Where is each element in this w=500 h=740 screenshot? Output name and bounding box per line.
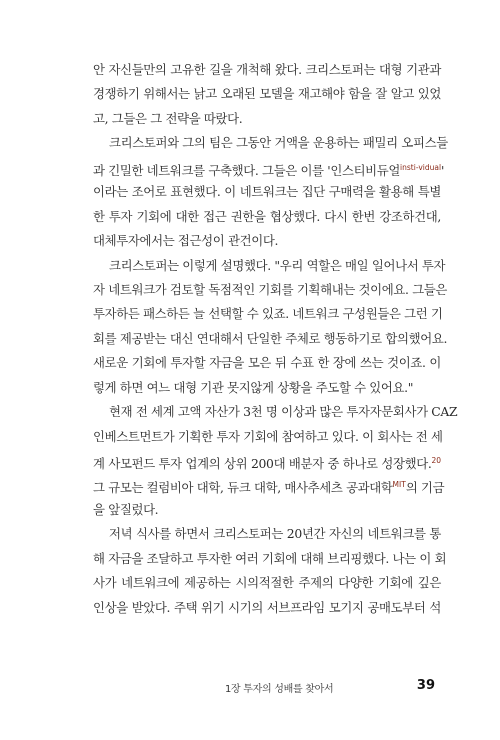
footnote-ref-20: 20 — [431, 456, 441, 465]
text-span: 과 긴밀한 네트워크를 구축했다. 그들은 이를 '인스티비듀얼 — [93, 162, 401, 178]
text-span: ' — [441, 162, 445, 178]
text-line: 안 자신들만의 고유한 길을 개척해 왔다. 크리스토퍼는 대형 기관과 — [93, 62, 441, 77]
text-line: 크리스토퍼와 그의 팀은 그동안 거액을 운용하는 패밀리 오피스들 — [109, 135, 448, 151]
footnote-term-insti-vidual: insti-vidual — [400, 162, 442, 172]
text-line: 이라는 조어로 표현했다. 이 네트워크는 집단 구매력을 활용해 특별 — [93, 184, 441, 200]
text-line: 회를 제공받는 대신 연대해서 단일한 주체로 행동하기로 합의했어요. — [93, 330, 448, 346]
text-line: 을 앞질렀다. — [93, 501, 159, 517]
running-footer-chapter: 1장 투자의 성배를 찾아서 — [225, 684, 334, 695]
text-line: 대체투자에서는 접근성이 관건이다. — [93, 233, 279, 249]
text-line: 인상을 받았다. 주택 위기 시기의 서브프라임 모기지 공매도부터 석 — [93, 599, 441, 615]
text-span: 계 사모펀드 투자 업계의 상위 200대 배분자 중 하나로 성장했다. — [93, 456, 432, 471]
text-line: 한 투자 기회에 대한 접근 권한을 협상했다. 다시 한번 강조하건대, — [93, 208, 441, 224]
body-text — [93, 58, 458, 620]
text-line: 자 네트워크가 검토할 독점적인 기회를 기획해내는 것이에요. 그들은 — [93, 281, 448, 297]
text-line — [93, 473, 445, 497]
text-line: 해 자금을 조달하고 투자한 여러 기회에 대해 브리핑했다. 나는 이 회 — [93, 550, 447, 566]
text-line: 사가 네트워크에 제공하는 시의적절한 주제의 다양한 기회에 깊은 — [93, 575, 441, 591]
footnote-term-mit: MIT — [392, 480, 406, 490]
text-line — [93, 156, 445, 180]
text-line: 인베스트먼트가 기획한 투자 기회에 참여하고 있다. 이 회사는 전 세 — [93, 428, 443, 444]
page-footer — [0, 680, 500, 700]
text-line: 렇게 하면 여느 대형 기관 못지않게 상황을 주도할 수 있어요." — [93, 379, 414, 395]
page-number: 39 — [416, 678, 435, 693]
text-span: 의 기금 — [405, 480, 445, 496]
text-line — [93, 449, 441, 473]
text-line: 새로운 기회에 투자할 자금을 모은 뒤 수표 한 장에 쓰는 것이죠. 이 — [93, 355, 441, 371]
text-line: 저녁 식사를 하면서 크리스토퍼는 20년간 자신의 네트워크를 통 — [109, 526, 441, 542]
text-line: 경쟁하기 위해서는 낡고 오래된 모델을 재고해야 함을 잘 알고 있었 — [93, 86, 441, 102]
text-line: 현재 전 세계 고액 자산가 3천 명 이상과 많은 투자자문회사가 CAZ — [109, 404, 458, 420]
text-span: 그 규모는 컬럼비아 대학, 듀크 대학, 매사추세츠 공과대학 — [93, 480, 393, 496]
text-line: 투자하든 패스하든 늘 선택할 수 있죠. 네트워크 구성원들은 그런 기 — [93, 306, 443, 322]
text-line: 고, 그들은 그 전략을 따랐다. — [93, 110, 243, 126]
text-line: 크리스토퍼는 이렇게 설명했다. "우리 역할은 매일 일어나서 투자 — [109, 257, 446, 273]
